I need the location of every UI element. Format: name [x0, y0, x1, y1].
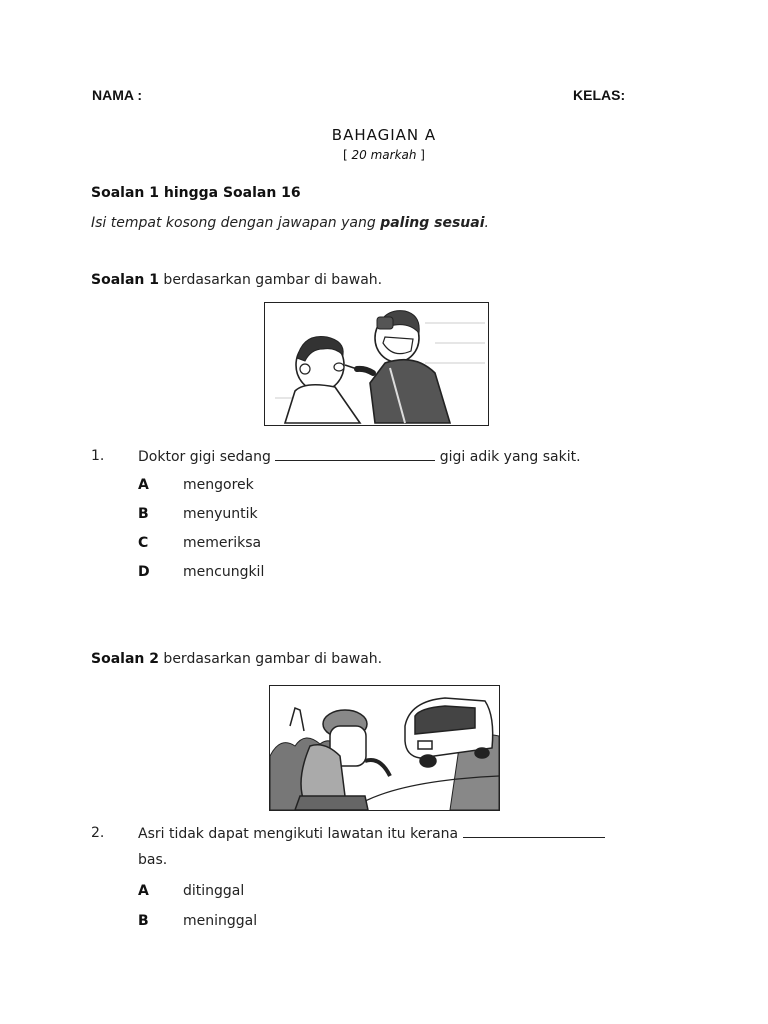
question-1-text-before: Doktor gigi sedang — [138, 449, 276, 465]
question-1-text — [138, 448, 581, 465]
question-2-option-b-text: meninggal — [183, 913, 258, 929]
question-2-option-b-letter: B — [138, 913, 149, 929]
question-1-option-d-letter: D — [138, 564, 150, 580]
dentist-examining-boy-icon — [265, 303, 488, 425]
question-2-picture — [269, 685, 500, 811]
question-1-intro-bold: Soalan 1 — [91, 272, 159, 288]
instruction-text — [91, 215, 489, 231]
question-2-intro — [91, 651, 382, 667]
question-1-intro-rest: berdasarkan gambar di bawah. — [158, 272, 383, 288]
boy-waving-at-bus-icon — [270, 686, 499, 810]
question-2-text-line-1 — [138, 825, 605, 842]
section-title: BAHAGIAN A — [331, 126, 437, 144]
question-2-text-before: Asri tidak dapat mengikuti lawatan itu kerana — [138, 826, 463, 842]
instruction-suffix: . — [484, 215, 489, 231]
instruction-prefix: Isi tempat kosong dengan jawapan yang — [91, 215, 381, 231]
question-1-intro — [91, 272, 382, 288]
question-1-option-c-text: memeriksa — [183, 535, 262, 551]
question-1-option-a-text: mengorek — [183, 477, 254, 493]
question-2-intro-bold: Soalan 2 — [91, 651, 159, 667]
question-2-number: 2. — [91, 825, 105, 841]
name-label: NAMA : — [92, 87, 143, 103]
question-1-option-a-letter: A — [138, 477, 149, 493]
question-2-text-after: bas. — [138, 852, 168, 868]
question-1-text-after: gigi adik yang sakit. — [435, 449, 581, 465]
question-range-title: Soalan 1 hingga Soalan 16 — [91, 185, 301, 201]
question-1-answer-blank[interactable] — [275, 448, 435, 461]
question-1-number: 1. — [91, 448, 105, 464]
class-label: KELAS: — [573, 87, 626, 103]
section-marks: [ 20 markah ] — [343, 148, 425, 162]
instruction-emphasis: paling sesuai — [380, 215, 485, 231]
marks-text: 20 markah — [351, 148, 417, 162]
question-2-answer-blank[interactable] — [463, 825, 605, 838]
question-2-option-a-text: ditinggal — [183, 883, 245, 899]
question-2-option-a-letter: A — [138, 883, 149, 899]
question-1-option-b-letter: B — [138, 506, 149, 522]
question-2-intro-rest: berdasarkan gambar di bawah. — [158, 651, 383, 667]
question-1-picture — [264, 302, 489, 426]
question-1-option-d-text: mencungkil — [183, 564, 265, 580]
question-1-option-b-text: menyuntik — [183, 506, 258, 522]
question-1-option-c-letter: C — [138, 535, 149, 551]
